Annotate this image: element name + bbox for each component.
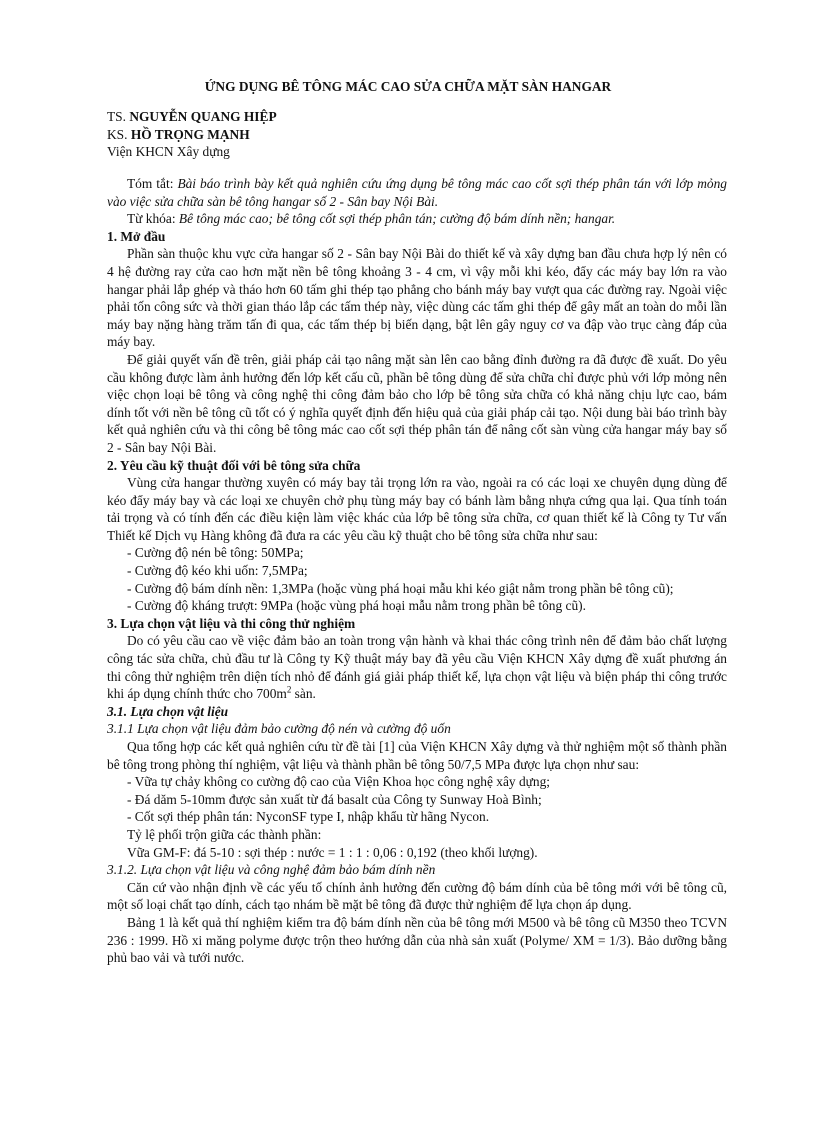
- author-1: [107, 108, 727, 126]
- section-1-paragraph-1: Phần sàn thuộc khu vực cửa hangar số 2 - Sân bay Nội Bài do thiết kế và xây dựng ban đầu chưa hợp lý nên có 4 hệ đường ray cửa cao hơn mặt nền bê tông khoảng 3 - 4 cm, vì vậy mỗi khi kéo, đẩy các máy bay lớn ra vào hangar phải lắp ghép và tháo hơn 60 tấm ghi thép tạo phẳng cho bánh máy bay vượt qua các đường ray. Ngoài việc phải tốn công sức và thời gian tháo lắp các tấm thép này, việc dùng các tấm ghi thép để gây mất an toàn do mỗi lần máy bay nặng hàng trăm tấn đi qua, các tấm thép bị biến dạng, bật lên gây nguy cơ va đập vào trục càng đáp của máy bay.: [107, 246, 727, 350]
- section-3-heading: 3. Lựa chọn vật liệu và thi công thử nghiệm: [107, 615, 356, 631]
- section-2-heading: 2. Yêu cầu kỹ thuật đối với bê tông sửa chữa: [107, 457, 361, 473]
- section-2-paragraph-1: Vùng cửa hangar thường xuyên có máy bay tải trọng lớn ra vào, ngoài ra có các loại xe chuyên dụng dùng để kéo đẩy máy bay và các loại xe chuyên chở phụ tùng máy bay có bánh làm bằng nhựa cứng qua lại. Qua tính toán tải trọng và có tính đến các điều kiện làm việc khác của lớp bê tông sửa chữa, cơ quan thiết kế là Công ty Tư vấn Thiết kế Dịch vụ Hàng không đã đưa ra các yêu cầu kỹ thuật cho bê tông sửa chữa như sau:: [107, 475, 727, 543]
- abstract-text: Bài báo trình bày kết quả nghiên cứu ứng dụng bê tông mác cao cốt sợi thép phân tán với lớp mỏng vào việc sửa chữa sàn bê tông hangar số 2 - Sân bay Nội Bài.: [107, 176, 728, 209]
- mix-ratio: Vữa GM-F: đá 5-10 : sợi thép : nước = 1 : 1 : 0,06 : 0,192 (theo khối lượng).: [127, 844, 538, 860]
- section-3-1-1-heading: 3.1.1 Lựa chọn vật liệu đảm bảo cường độ nén và cường độ uốn: [107, 721, 451, 737]
- list-item: - Cường độ kháng trượt: 9MPa (hoặc vùng phá hoại mẫu nằm trong phần bê tông cũ).: [127, 598, 586, 614]
- list-item: - Đá dăm 5-10mm được sản xuất từ đá basalt của Công ty Sunway Hoà Bình;: [127, 791, 542, 807]
- section-3-paragraph-1-end: sàn.: [291, 686, 316, 702]
- superscript: 2: [286, 684, 292, 695]
- mix-ratio-label: Tỷ lệ phối trộn giữa các thành phần:: [127, 826, 322, 842]
- author-2-title: KS.: [107, 126, 131, 142]
- list-item: - Cường độ kéo khi uốn: 7,5MPa;: [127, 563, 308, 579]
- author-1-name: NGUYỄN QUANG HIỆP: [129, 109, 277, 124]
- paper-title: ỨNG DỤNG BÊ TÔNG MÁC CAO SỬA CHỮA MẶT SÀN HANGAR: [204, 79, 612, 94]
- section-1-heading: 1. Mở đầu: [107, 228, 166, 244]
- author-1-title: TS.: [107, 109, 130, 124]
- author-block: [107, 108, 727, 161]
- section-3-1-1-paragraph-1: Qua tổng hợp các kết quả nghiên cứu từ đề tài [1] của Viện KHCN Xây dựng và thử nghiệm một số thành phần bê tông trong phòng thí nghiệm, vật liệu và thành phần bê tông 50/7,5 MPa được lựa chọn như sau:: [107, 739, 727, 772]
- affiliation: Viện KHCN Xây dựng: [107, 144, 230, 160]
- section-3-paragraph-1-text: Do có yêu cầu cao về việc đảm bảo an toàn trong vận hành và khai thác công trình nên để đảm bảo chất lượng công tác sửa chữa, chủ đầu tư là Công ty Kỹ thuật máy bay đã yêu cầu Viện KHCN Xây dựng đề xuất phương án thi công thử nghiệm trên diện tích nhỏ để đánh giá giải pháp thiết kế, lựa chọn vật liệu và biện pháp thi công trước khi áp dụng chính thức cho 700m: [107, 633, 727, 702]
- abstract-label: Tóm tắt:: [127, 176, 178, 191]
- section-1-paragraph-2: Để giải quyết vấn đề trên, giải pháp cải tạo nâng mặt sàn lên cao bằng đỉnh đường ra đã được đề xuất. Do yêu cầu không được làm ảnh hưởng đến lớp kết cấu cũ, phần bê tông dùng để sửa chữa chỉ được phủ với lớp mỏng nên việc chọn loại bê tông và công nghệ thi công đảm bảo cho lớp bê tông sửa chữa có khả năng chịu lực cao, bám dính tốt với nền bê tông cũ tốt có ý nghĩa quyết định đến hiệu quả của giải pháp cải tạo. Nội dung bài báo trình bày kết quả nghiên cứu và thi công bê tông mác cao cốt sợi thép phân tán để nâng cốt sàn vùng cửa hangar máy bay số 2 - Sân bay Nội Bài.: [107, 351, 727, 455]
- keywords-label: Từ khóa:: [127, 211, 179, 227]
- author-2: [107, 126, 727, 144]
- section-3-paragraph-1: [107, 632, 727, 702]
- keywords: [107, 210, 727, 228]
- list-item: - Cường độ bám dính nền: 1,3MPa (hoặc vùng phá hoại mẫu khi kéo giật nằm trong phần bê tông cũ);: [127, 580, 674, 596]
- list-item: - Cường độ nén bê tông: 50MPa;: [127, 545, 304, 561]
- author-2-name: HỒ TRỌNG MẠNH: [130, 126, 250, 142]
- section-3-1-heading: 3.1. Lựa chọn vật liệu: [107, 703, 229, 719]
- section-3-1-2-paragraph-1: Căn cứ vào nhận định về các yếu tố chính ảnh hưởng đến cường độ bám dính của bê tông mới với bê tông cũ, một số loại chất tạo dính, cách tạo nhám bề mặt bê tông đã được thử nghiệm để lựa chọn áp dụng.: [107, 879, 727, 913]
- abstract: [107, 175, 727, 210]
- section-3-1-2-paragraph-2: Bảng 1 là kết quả thí nghiệm kiểm tra độ bám dính nền của bê tông mới M500 và bê tông cũ M350 theo TCVN 236 : 1999. Hồ xi măng polyme được trộn theo hướng dẫn của nhà sản xuất (Polyme/ XM = 1/3). Bảo dưỡng bằng phủ bao vải và tưới nước.: [107, 914, 727, 966]
- list-item: - Vữa tự chảy không co cường độ cao của Viện Khoa học công nghệ xây dựng;: [127, 774, 551, 790]
- section-3-1-2-heading: 3.1.2. Lựa chọn vật liệu và công nghệ đảm bảo bám dính nền: [107, 862, 436, 878]
- keywords-text: Bê tông mác cao; bê tông cốt sợi thép phân tán; cường độ bám dính nền; hangar.: [178, 211, 616, 227]
- list-item: - Cốt sợi thép phân tán: NyconSF type I, nhập khẩu từ hãng Nycon.: [127, 809, 490, 825]
- document-body: [107, 175, 727, 967]
